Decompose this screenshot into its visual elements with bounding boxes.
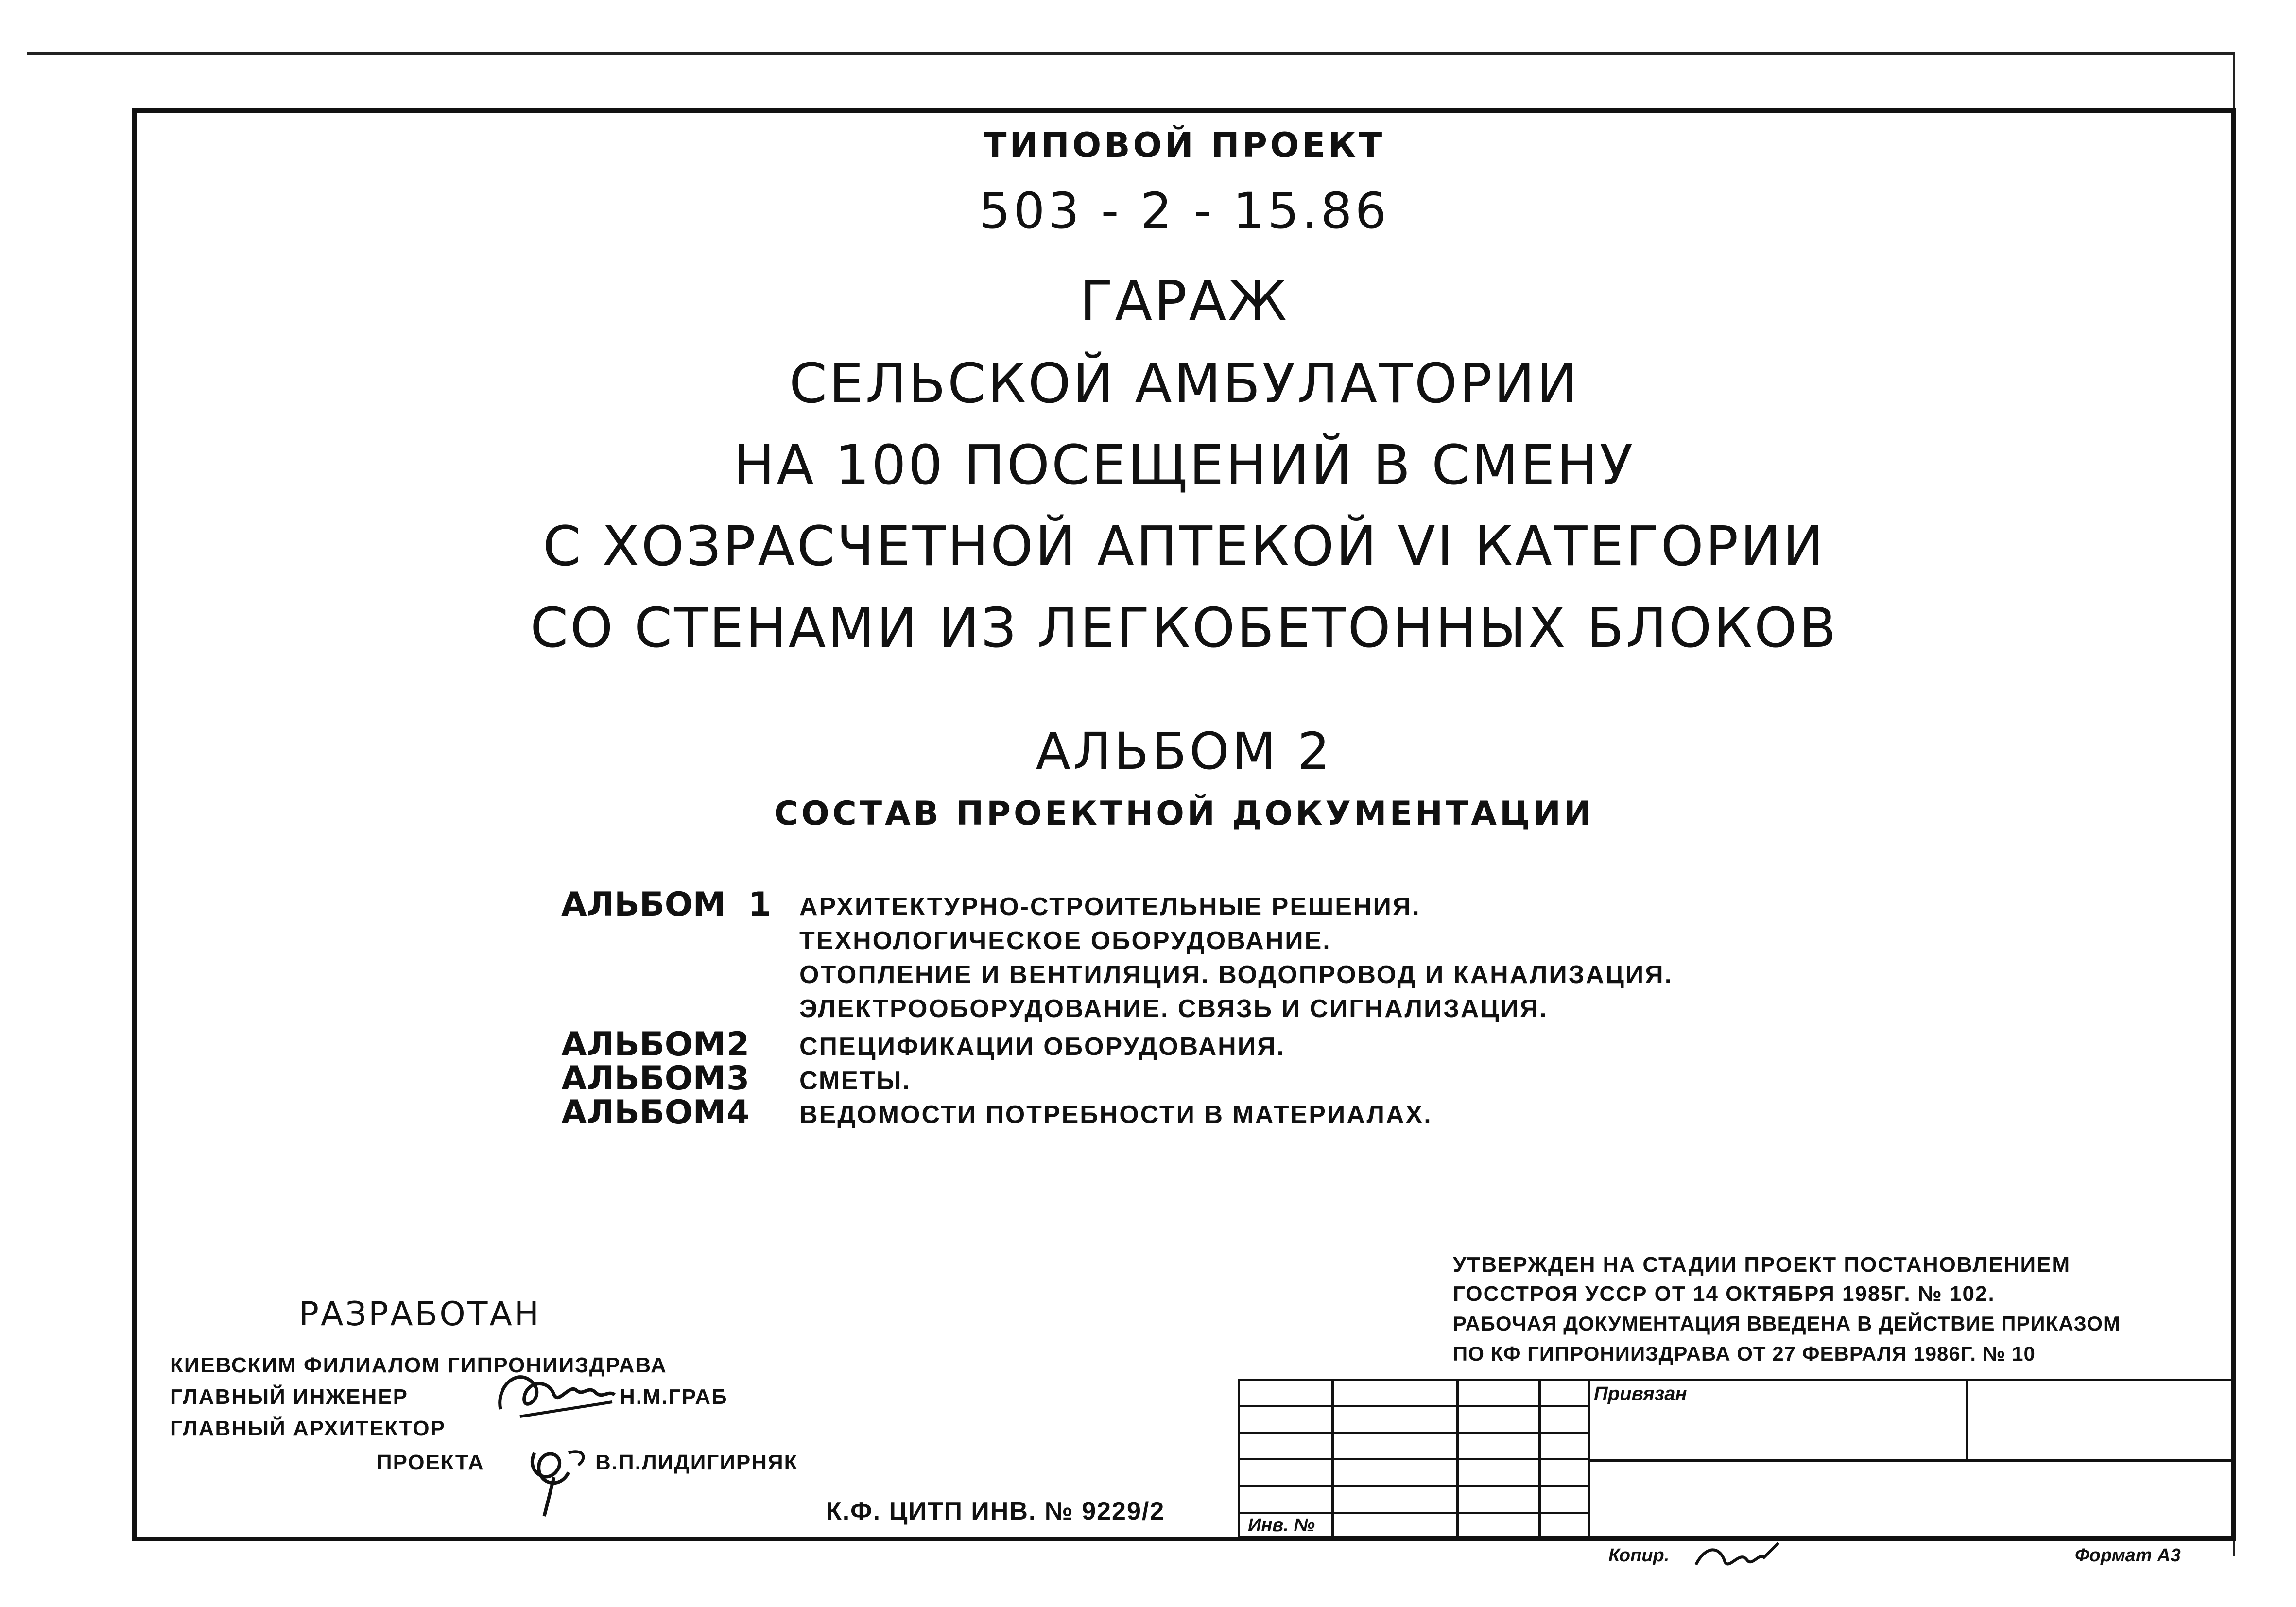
inventory-number: К.Ф. ЦИТП ИНВ. № 9229/2	[826, 1497, 1165, 1525]
approval-line: ГОССТРОЯ УССР ОТ 14 ОКТЯБРЯ 1985Г. № 102.	[1453, 1282, 1995, 1306]
developer-heading: РАЗРАБОТАН	[299, 1295, 541, 1333]
developer-org: КИЕВСКИМ ФИЛИАЛОМ ГИПРОНИИЗДРАВА	[170, 1353, 667, 1377]
chief-architect-name: В.П.ЛИДИГИРНЯК	[595, 1451, 798, 1474]
title-line-4: С ХОЗРАСЧЕТНОЙ АПТЕКОЙ VI КАТЕГОРИИ	[543, 515, 1826, 578]
contents-album-num-4: 4	[726, 1093, 750, 1132]
album-title: АЛЬБОМ 2	[1036, 722, 1333, 781]
project-number: 503 - 2 - 15.86	[979, 182, 1390, 240]
project-type: ТИПОВОЙ ПРОЕКТ	[983, 125, 1385, 165]
title-line-1: ГАРАЖ	[1080, 270, 1289, 333]
contents-album-num-1: 1	[748, 885, 772, 924]
chief-engineer-role: ГЛАВНЫЙ ИНЖЕНЕР	[170, 1385, 408, 1409]
contents-album-label-4: АЛЬБОМ	[561, 1093, 726, 1132]
approval-line: УТВЕРЖДЕН НА СТАДИИ ПРОЕКТ ПОСТАНОВЛЕНИЕМ	[1453, 1253, 2071, 1277]
album-subtitle: СОСТАВ ПРОЕКТНОЙ ДОКУМЕНТАЦИИ	[774, 795, 1594, 833]
contents-line: СМЕТЫ.	[799, 1067, 911, 1095]
contents-album-num-3: 3	[726, 1059, 750, 1098]
approval-line: ПО КФ ГИПРОНИИЗДРАВА ОТ 27 ФЕВРАЛЯ 1986Г. № 10	[1453, 1342, 2036, 1365]
chief-engineer-name: Н.М.ГРАБ	[620, 1385, 728, 1409]
title-line-5: СО СТЕНАМИ ИЗ ЛЕГКОБЕТОННЫХ БЛОКОВ	[530, 597, 1838, 660]
contents-album-num-2: 2	[726, 1025, 750, 1064]
copier-signature	[1691, 1540, 1788, 1574]
footer-copied: Копир.	[1608, 1545, 1670, 1566]
stamp-privyazan: Привязан	[1594, 1383, 1687, 1404]
title-line-3: НА 100 ПОСЕЩЕНИЙ В СМЕНУ	[733, 434, 1635, 497]
chief-architect-role: ГЛАВНЫЙ АРХИТЕКТОР	[170, 1417, 446, 1440]
contents-album-label-1: АЛЬБОМ	[561, 885, 726, 924]
stamp-inv-no: Инв. №	[1248, 1515, 1315, 1536]
contents-album-label-2: АЛЬБОМ	[561, 1025, 726, 1064]
stamp-grid	[1238, 1379, 2236, 1538]
chief-architect-role-2: ПРОЕКТА	[377, 1451, 484, 1474]
title-line-2: СЕЛЬСКОЙ АМБУЛАТОРИИ	[789, 352, 1580, 415]
approval-line: РАБОЧАЯ ДОКУМЕНТАЦИЯ ВВЕДЕНА В ДЕЙСТВИЕ ПРИКАЗОМ	[1453, 1312, 2121, 1335]
contents-line: ВЕДОМОСТИ ПОТРЕБНОСТИ В МАТЕРИАЛАХ.	[799, 1101, 1433, 1129]
signature-engineer	[491, 1356, 622, 1429]
signature-architect	[515, 1424, 598, 1521]
contents-line: АРХИТЕКТУРНО-СТРОИТЕЛЬНЫЕ РЕШЕНИЯ.	[799, 893, 1421, 921]
contents-line: ЭЛЕКТРООБОРУДОВАНИЕ. СВЯЗЬ И СИГНАЛИЗАЦИЯ.	[799, 995, 1548, 1023]
contents-line: СПЕЦИФИКАЦИИ ОБОРУДОВАНИЯ.	[799, 1033, 1285, 1061]
contents-album-label-3: АЛЬБОМ	[561, 1059, 726, 1098]
contents-line: ОТОПЛЕНИЕ И ВЕНТИЛЯЦИЯ. ВОДОПРОВОД И КАНАЛИЗАЦИЯ.	[799, 961, 1674, 989]
footer-format: Формат А3	[2075, 1545, 2181, 1566]
contents-line: ТЕХНОЛОГИЧЕСКОЕ ОБОРУДОВАНИЕ.	[799, 927, 1331, 955]
title-stamp-table	[1238, 1379, 2236, 1538]
